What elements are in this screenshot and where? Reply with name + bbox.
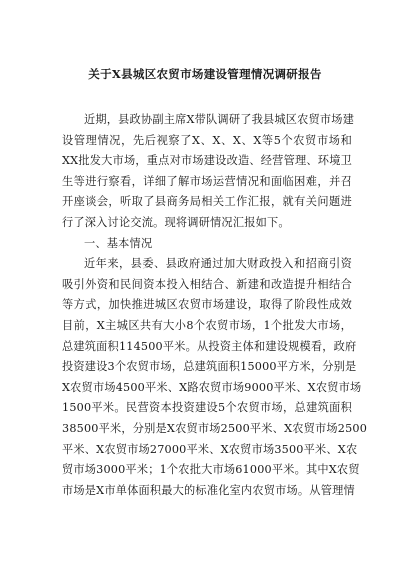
paragraph-2-line: 平米、X农贸市场27000平米、X农贸市场3500平米、X农 — [62, 442, 358, 456]
paragraph-2-line: 38500平米，分别是X农贸市场2500平米、X农贸市场2500 — [62, 421, 368, 435]
paragraph-2-line: 1500平米。民营资本投资建设5个农贸市场，总建筑面积 — [62, 401, 352, 415]
paragraph-1-line: 设管理情况，先后视察了X、X、X、X等5个农贸市场和 — [62, 133, 352, 147]
paragraph-2-line: 投资建设3个农贸市场，总建筑面积15000平方米，分别是 — [62, 360, 357, 374]
paragraph-2-line: 等方式，加快推进城区农贸市场建设，取得了阶段性成效 — [62, 298, 352, 312]
paragraph-1-line: 开座谈会，听取了县商务局相关工作汇报，就有关问题进 — [62, 195, 352, 209]
paragraph-2-line: 吸引外资和民间资本投入相结合、新建和改造提升相结合 — [62, 277, 352, 291]
paragraph-2-line: 总建筑面积114500平米。从投资主体和建设规模看，政府 — [62, 339, 357, 353]
paragraph-1-line: XX批发大市场，重点对市场建设改造、经营管理、环境卫 — [62, 154, 352, 168]
paragraph-1-line: 生等进行察看，详细了解市场运营情况和面临困难，并召 — [62, 174, 352, 188]
paragraph-2-line: 贸市场3000平米；1个农批大市场61000平米。其中X农贸 — [62, 463, 360, 477]
paragraph-2-line: 目前，X主城区共有大小8个农贸市场，1个批发大市场， — [62, 318, 352, 332]
document-body — [62, 110, 368, 501]
document-title: 关于X县城区农贸市场建设管理情况调研报告 — [88, 67, 322, 81]
section-heading: 一、基本情况 — [84, 236, 153, 250]
paragraph-1-line: 行了深入讨论交流。现将调研情况汇报如下。 — [62, 215, 290, 229]
paragraph-2-line: X农贸市场4500平米、X路农贸市场9000平米、X农贸市场 — [62, 380, 362, 394]
paragraph-1-line: 近期，县政协副主席X带队调研了我县城区农贸市场建 — [84, 113, 355, 126]
paragraph-2-line: 近年来，县委、县政府通过加大财政投入和招商引资 — [84, 257, 352, 271]
paragraph-2-line: 市场是X市单体面积最大的标准化室内农贸市场。从管理情 — [62, 483, 355, 497]
